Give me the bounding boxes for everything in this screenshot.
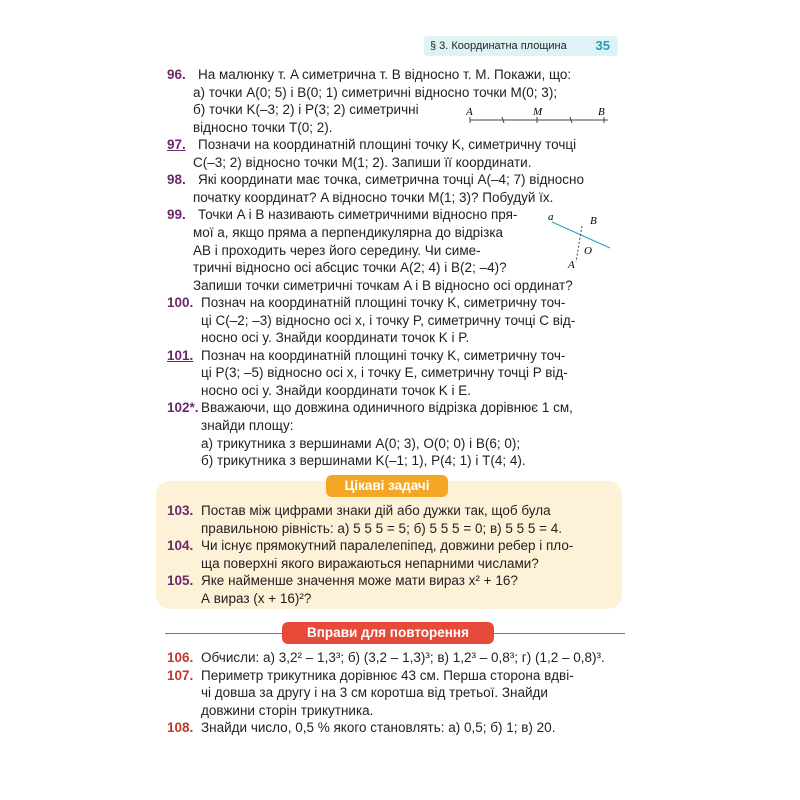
exercise-text: Познач на координатній площині точку K, симетричну точ- [201,295,566,311]
exercise-text: знайди площу: [201,418,294,433]
exercise-number: 99. [167,207,186,223]
label-B: B [598,106,605,118]
exercise-text: C(–3; 2) відносно точки M(1; 2). Запиши її координати. [193,154,532,170]
svg-text:A: A [568,259,575,271]
exercise-number: 108. [167,720,194,735]
exercise-number: 97. [167,137,186,153]
exercise-text: а) трикутника з вершинами A(0; 3), O(0; 0) і B(6; 0); [201,435,521,451]
exercise-text: Постав між цифрами знаки дій або дужки так, щоб була [201,503,551,518]
exercise-text: AB і проходить через його середину. Чи симе- [193,242,481,258]
exercise-text: б) трикутника з вершинами K(–1; 1), P(4; 1) і T(4; 4). [201,453,526,469]
exercise-text: чі довша за другу і на 3 см коротша від третьої. Знайди [201,685,548,700]
exercise-text: На малюнку т. A симетрична т. B відносно т. M. Покажи, що: [198,67,572,82]
exercise-text: ці P(3; –5) відносно осі x, і точку E, симетричну точці P від- [201,365,568,381]
exercise-text: початку координат? A відносно точки M(1; 3)? Побудуй їх. [193,189,554,205]
exercise-text: правильною рівність: а) 5 5 5 = 5; б) 5 5 5 = 0; в) 5 5 5 = 4. [201,520,563,536]
exercise-text: ці C(–2; –3) відносно осі x, і точку P, симетричну точці C від- [201,312,576,328]
exercise-number: 103. [167,503,194,518]
svg-text:B: B [590,215,597,227]
exercise-number: 96. [167,67,186,82]
exercise-text: Чи існує прямокутний паралелепіпед, довжини ребер і пло- [201,538,574,553]
exercise-text: Вважаючи, що довжина одиничного відрізка дорівнює 1 см, [201,400,573,416]
exercise-text: Позначи на координатній площині точку K, симетричну точці [198,137,577,153]
exercise-text: Периметр трикутника дорівнює 43 см. Перша сторона вдві- [201,667,574,683]
label-A: A [466,106,473,118]
exercise-text: а) точки A(0; 5) і B(0; 1) симетричні відносно точки M(0; 3); [193,84,558,100]
exercise-number: 98. [167,172,186,188]
exercise-text: Яке найменше значення може мати вираз x² + 16? [201,573,518,588]
exercise-text: ща поверхні якого виражаються непарними числами? [201,555,539,571]
exercise-text: А вираз (x + 16)²? [201,590,312,606]
exercise-text: Обчисли: а) 3,2² – 1,3³; б) (3,2 – 1,3)³; в) 1,2³ – 0,8³; г) (1,2 – 0,8)³. [201,650,605,665]
exercise-number: 107. [167,667,194,683]
svg-text:O: O [584,245,592,257]
page-header [424,36,618,56]
exercise-text: б) точки K(–3; 2) і P(3; 2) симетричні [193,102,419,118]
symmetry-figure [546,210,612,274]
exercise-text: мої a, якщо пряма a перпендикулярна до відрізка [193,224,504,240]
svg-text:a: a [548,211,554,223]
exercise-text: Познач на координатній площині точку K, симетричну точ- [201,347,566,363]
exercise-text: довжини сторін трикутника. [201,702,374,718]
page-number: 35 [595,38,610,53]
exercise-text: відносно точки T(0; 2). [193,119,333,135]
exercise-number: 100. [167,295,194,311]
interesting-tasks-title: Цікаві задачі [326,475,448,497]
segment-figure [466,104,612,130]
exercise-text: носно осі y. Знайди координати точок K і E. [201,382,472,398]
exercise-number: 104. [167,538,194,553]
exercise-number: 101. [167,347,194,363]
exercise-text: носно осі y. Знайди координати точок K і P. [201,330,470,346]
exercise-text: тричні відносно осі абсцис точки A(2; 4) і B(2; –4)? [193,260,507,276]
exercise-number: 102*. [167,400,199,416]
label-M: M [533,106,543,118]
exercise-number: 106. [167,650,194,665]
section-title: § 3. Координатна площина [430,40,567,52]
exercise-text: Точки A і B називають симетричними відносно пря- [198,207,518,223]
repeat-exercises-title: Вправи для повторення [282,622,494,644]
exercise-text: Знайди число, 0,5 % якого становлять: а) 0,5; б) 1; в) 20. [201,720,556,735]
exercise-text: Які координати має точка, симетрична точці A(–4; 7) відносно [198,172,585,188]
exercise-number: 105. [167,573,194,588]
exercise-text: Запиши точки симетричні точкам A і B відносно осі ординат? [193,277,573,293]
